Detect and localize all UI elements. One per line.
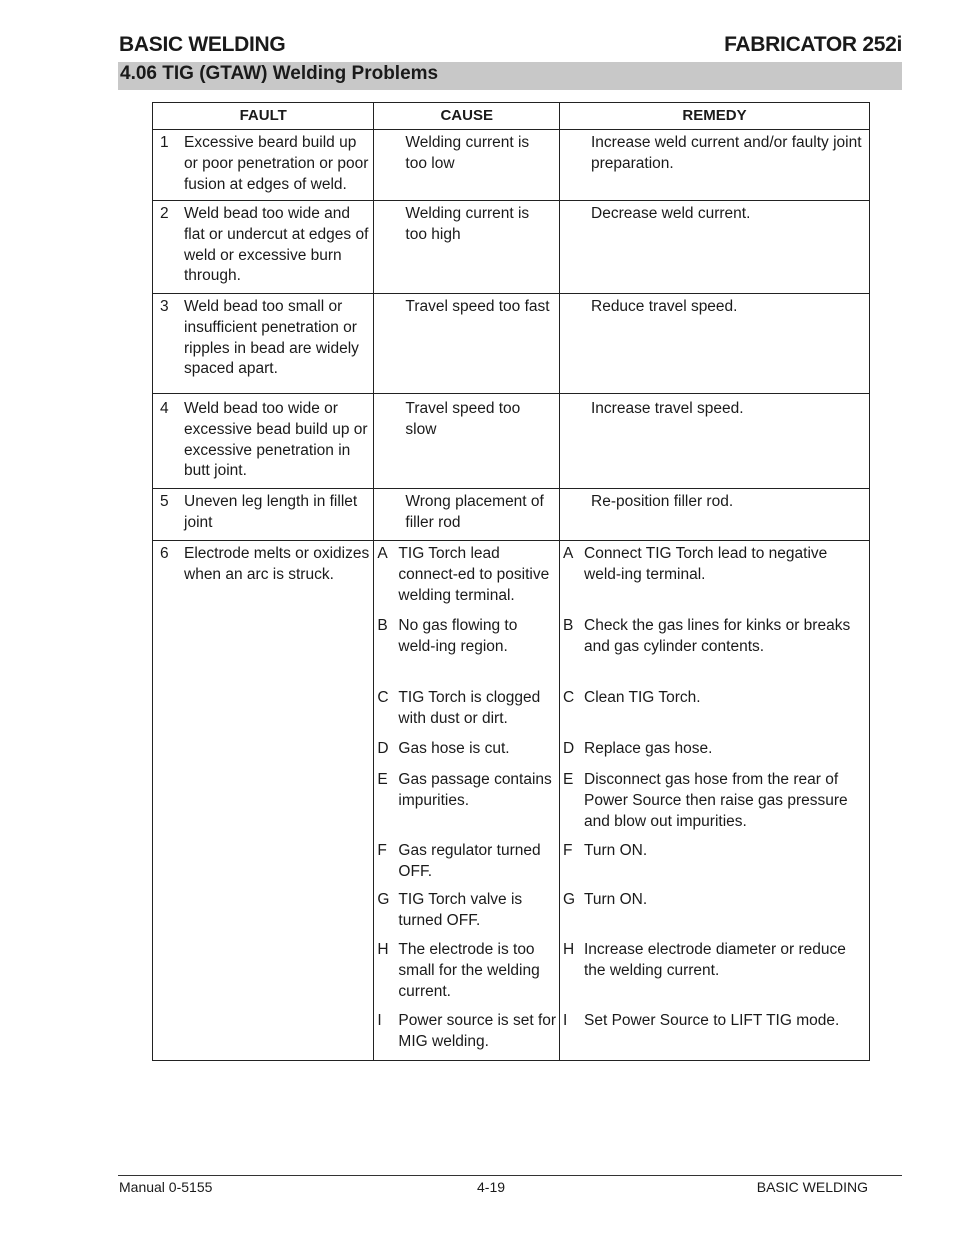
cause-text: TIG Torch is clogged with dust or dirt. xyxy=(398,689,541,727)
remedy-item xyxy=(560,688,869,739)
cause-item xyxy=(374,940,559,1011)
cause-item xyxy=(374,890,559,940)
footer-section-name: BASIC WELDING xyxy=(756,1179,868,1195)
fault-text: Weld bead too wide and flat or undercut at edges of weld or excessive burn through. xyxy=(184,205,369,285)
footer-manual-number: Manual 0-5155 xyxy=(119,1179,213,1195)
cause-text: Travel speed too slow xyxy=(405,400,521,438)
fault-cell xyxy=(153,294,374,394)
remedy-text: Increase travel speed. xyxy=(591,400,744,417)
table-row xyxy=(153,201,870,294)
fault-cell xyxy=(153,201,374,294)
item-letter: E xyxy=(563,771,574,788)
table-row xyxy=(153,294,870,394)
cause-text: TIG Torch lead connect-ed to positive welding terminal. xyxy=(398,545,550,604)
item-letter: B xyxy=(563,617,574,634)
fault-text: Weld bead too small or insufficient penetration or ripples in bead are widely spaced apart. xyxy=(184,298,359,378)
cause-cell xyxy=(374,394,560,489)
table-row xyxy=(153,541,870,1061)
fault-cell xyxy=(153,394,374,489)
remedy-cell xyxy=(560,541,870,1061)
table-header-row xyxy=(153,103,870,130)
table-row xyxy=(153,489,870,541)
item-letter: H xyxy=(563,941,575,958)
fault-text: Weld bead too wide or excessive bead build up or excessive penetration in butt joint. xyxy=(184,400,368,480)
remedy-text: Increase electrode diameter or reduce the welding current. xyxy=(584,941,846,979)
cause-item xyxy=(374,770,559,841)
remedy-item xyxy=(560,890,869,940)
header-left-title: BASIC WELDING xyxy=(119,33,286,56)
section-heading-bar xyxy=(118,62,902,90)
item-letter: E xyxy=(377,771,388,788)
fault-text: Electrode melts or oxidizes when an arc is struck. xyxy=(184,545,370,583)
cause-item xyxy=(374,1011,559,1053)
cause-cell xyxy=(374,130,560,201)
remedy-cell xyxy=(560,201,870,294)
cause-item xyxy=(374,688,559,739)
item-letter: I xyxy=(563,1012,568,1029)
cause-cell xyxy=(374,201,560,294)
item-letter: A xyxy=(563,545,574,562)
item-letter: F xyxy=(563,842,573,859)
cause-text: Gas passage contains impurities. xyxy=(398,771,552,809)
item-letter: F xyxy=(377,842,387,859)
troubleshooting-table xyxy=(152,102,870,1061)
remedy-item xyxy=(560,544,869,616)
table-row xyxy=(153,394,870,489)
remedy-cell xyxy=(560,394,870,489)
cause-cell xyxy=(374,294,560,394)
remedy-text: Disconnect gas hose from the rear of Power Source then raise gas pressure and blow out impurities. xyxy=(584,771,848,830)
fault-cell xyxy=(153,541,374,1061)
cause-text: Power source is set for MIG welding. xyxy=(398,1012,557,1050)
fault-number: 6 xyxy=(160,545,169,562)
cause-text: Welding current is too high xyxy=(405,205,530,243)
fault-number: 1 xyxy=(160,134,169,151)
cause-text: Gas regulator turned OFF. xyxy=(398,842,541,880)
fault-number: 3 xyxy=(160,298,169,315)
item-letter: C xyxy=(377,689,389,706)
remedy-item xyxy=(560,841,869,890)
cause-item xyxy=(374,841,559,890)
footer-page-number: 4-19 xyxy=(477,1179,506,1195)
fault-number: 2 xyxy=(160,205,169,222)
cause-item xyxy=(374,544,559,616)
remedy-text: Replace gas hose. xyxy=(584,740,713,757)
section-title: 4.06 TIG (GTAW) Welding Problems xyxy=(120,63,439,84)
fault-number: 5 xyxy=(160,493,169,510)
header-right-title: FABRICATOR 252i xyxy=(724,33,902,56)
remedy-text: Set Power Source to LIFT TIG mode. xyxy=(584,1012,840,1029)
remedy-cell xyxy=(560,130,870,201)
fault-text: Excessive beard build up or poor penetration or poor fusion at edges of weld. xyxy=(184,134,369,193)
remedy-item xyxy=(560,770,869,841)
cause-text: Wrong placement of filler rod xyxy=(405,493,544,531)
remedy-text: Reduce travel speed. xyxy=(591,298,738,315)
remedy-item xyxy=(560,1011,869,1053)
item-letter: I xyxy=(377,1012,382,1029)
remedy-text: Clean TIG Torch. xyxy=(584,689,701,706)
cause-text: No gas flowing to weld-ing region. xyxy=(398,617,518,655)
item-letter: H xyxy=(377,941,389,958)
remedy-item xyxy=(560,616,869,688)
remedy-item xyxy=(560,739,869,770)
cause-cell xyxy=(374,541,560,1061)
cause-item xyxy=(374,739,559,770)
cause-text: Travel speed too fast xyxy=(405,298,550,315)
remedy-cell xyxy=(560,489,870,541)
remedy-text: Connect TIG Torch lead to negative weld-ing terminal. xyxy=(584,545,828,583)
item-letter: C xyxy=(563,689,575,706)
remedy-text: Re-position filler rod. xyxy=(591,493,734,510)
remedy-text: Check the gas lines for kinks or breaks and gas cylinder contents. xyxy=(584,617,851,655)
fault-cell xyxy=(153,130,374,201)
remedy-text: Turn ON. xyxy=(584,891,648,908)
item-letter: D xyxy=(563,740,575,757)
cause-cell xyxy=(374,489,560,541)
table-row xyxy=(153,130,870,201)
item-letter: A xyxy=(377,545,388,562)
remedy-text: Increase weld current and/or faulty joint preparation. xyxy=(591,134,862,172)
item-letter: G xyxy=(563,891,576,908)
fault-text: Uneven leg length in fillet joint xyxy=(184,493,358,531)
remedy-cell xyxy=(560,294,870,394)
remedy-item xyxy=(560,940,869,1011)
cause-item xyxy=(374,616,559,688)
remedy-text: Decrease weld current. xyxy=(591,205,751,222)
remedy-text: Turn ON. xyxy=(584,842,648,859)
fault-cell xyxy=(153,489,374,541)
cause-text: Gas hose is cut. xyxy=(398,740,510,757)
item-letter: B xyxy=(377,617,388,634)
item-letter: G xyxy=(377,891,390,908)
item-letter: D xyxy=(377,740,389,757)
footer-divider xyxy=(118,1175,902,1176)
fault-number: 4 xyxy=(160,400,169,417)
header-fault: FAULT xyxy=(153,103,374,130)
cause-text: The electrode is too small for the welding current. xyxy=(398,941,540,1000)
header-remedy: REMEDY xyxy=(560,103,870,130)
header-cause: CAUSE xyxy=(374,103,560,130)
cause-text: Welding current is too low xyxy=(405,134,530,172)
cause-text: TIG Torch valve is turned OFF. xyxy=(398,891,523,929)
